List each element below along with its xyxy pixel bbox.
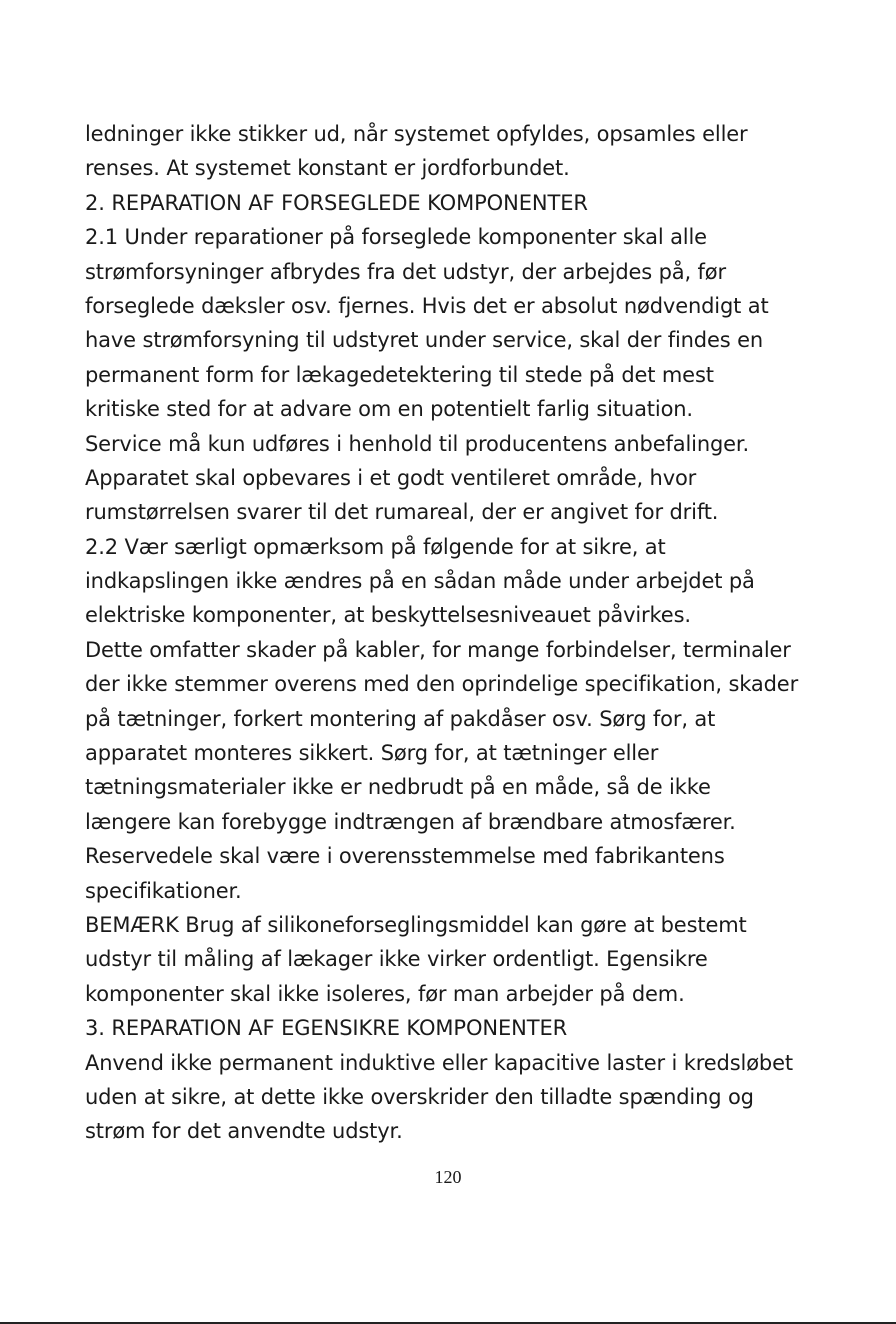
- text-line: elektriske komponenter, at beskyttelsesniveauet påvirkes.: [85, 603, 691, 628]
- text-line: renses. At systemet konstant er jordforbundet.: [85, 156, 570, 181]
- text-line: strømforsyninger afbrydes fra det udstyr, der arbejdes på, før: [85, 259, 726, 284]
- text-line: 2.2 Vær særligt opmærksom på følgende for at sikre, at: [85, 534, 666, 559]
- text-line: Anvend ikke permanent induktive eller kapacitive laster i kredsløbet: [85, 1050, 793, 1075]
- text-line: komponenter skal ikke isoleres, før man arbejder på dem.: [85, 981, 685, 1006]
- text-line: uden at sikre, at dette ikke overskrider den tilladte spænding og: [85, 1084, 754, 1109]
- text-line: 2.1 Under reparationer på forseglede komponenter skal alle: [85, 225, 707, 250]
- text-line: strøm for det anvendte udstyr.: [85, 1119, 403, 1144]
- text-line: Apparatet skal opbevares i et godt ventileret område, hvor: [85, 465, 697, 490]
- text-line: apparatet monteres sikkert. Sørg for, at tætninger eller: [85, 741, 659, 766]
- text-line: Dette omfatter skader på kabler, for mange forbindelser, terminaler: [85, 637, 791, 662]
- text-line: have strømforsyning til udstyret under service, skal der findes en: [85, 328, 763, 353]
- text-line: længere kan forebygge indtrængen af brændbare atmosfærer.: [85, 809, 736, 834]
- text-line: permanent form for lækagedetektering til stede på det mest: [85, 362, 714, 387]
- section-heading: 2. REPARATION AF FORSEGLEDE KOMPONENTER: [85, 190, 588, 215]
- section-heading: 3. REPARATION AF EGENSIKRE KOMPONENTER: [85, 1016, 568, 1041]
- text-line: specifikationer.: [85, 878, 242, 903]
- text-line: forseglede dæksler osv. fjernes. Hvis det er absolut nødvendigt at: [85, 293, 769, 318]
- document-body: [85, 117, 885, 1149]
- page-number: 120: [434, 1167, 462, 1187]
- text-line: udstyr til måling af lækager ikke virker ordentligt. Egensikre: [85, 947, 708, 972]
- text-line: Reservedele skal være i overensstemmelse med fabrikantens: [85, 844, 725, 869]
- text-line: BEMÆRK Brug af silikoneforseglingsmiddel kan gøre at bestemt: [85, 912, 747, 937]
- text-line: tætningsmaterialer ikke er nedbrudt på en måde, så de ikke: [85, 775, 711, 800]
- text-line: indkapslingen ikke ændres på en sådan måde under arbejdet på: [85, 569, 755, 594]
- text-line: der ikke stemmer overens med den oprindelige specifikation, skader: [85, 672, 799, 697]
- text-line: ledninger ikke stikker ud, når systemet opfyldes, opsamles eller: [85, 122, 748, 146]
- text-line: kritiske sted for at advare om en potentielt farlig situation.: [85, 397, 693, 422]
- text-line: på tætninger, forkert montering af pakdåser osv. Sørg for, at: [85, 706, 716, 731]
- text-line: rumstørrelsen svarer til det rumareal, der er angivet for drift.: [85, 500, 719, 525]
- text-line: Service må kun udføres i henhold til producentens anbefalinger.: [85, 431, 750, 456]
